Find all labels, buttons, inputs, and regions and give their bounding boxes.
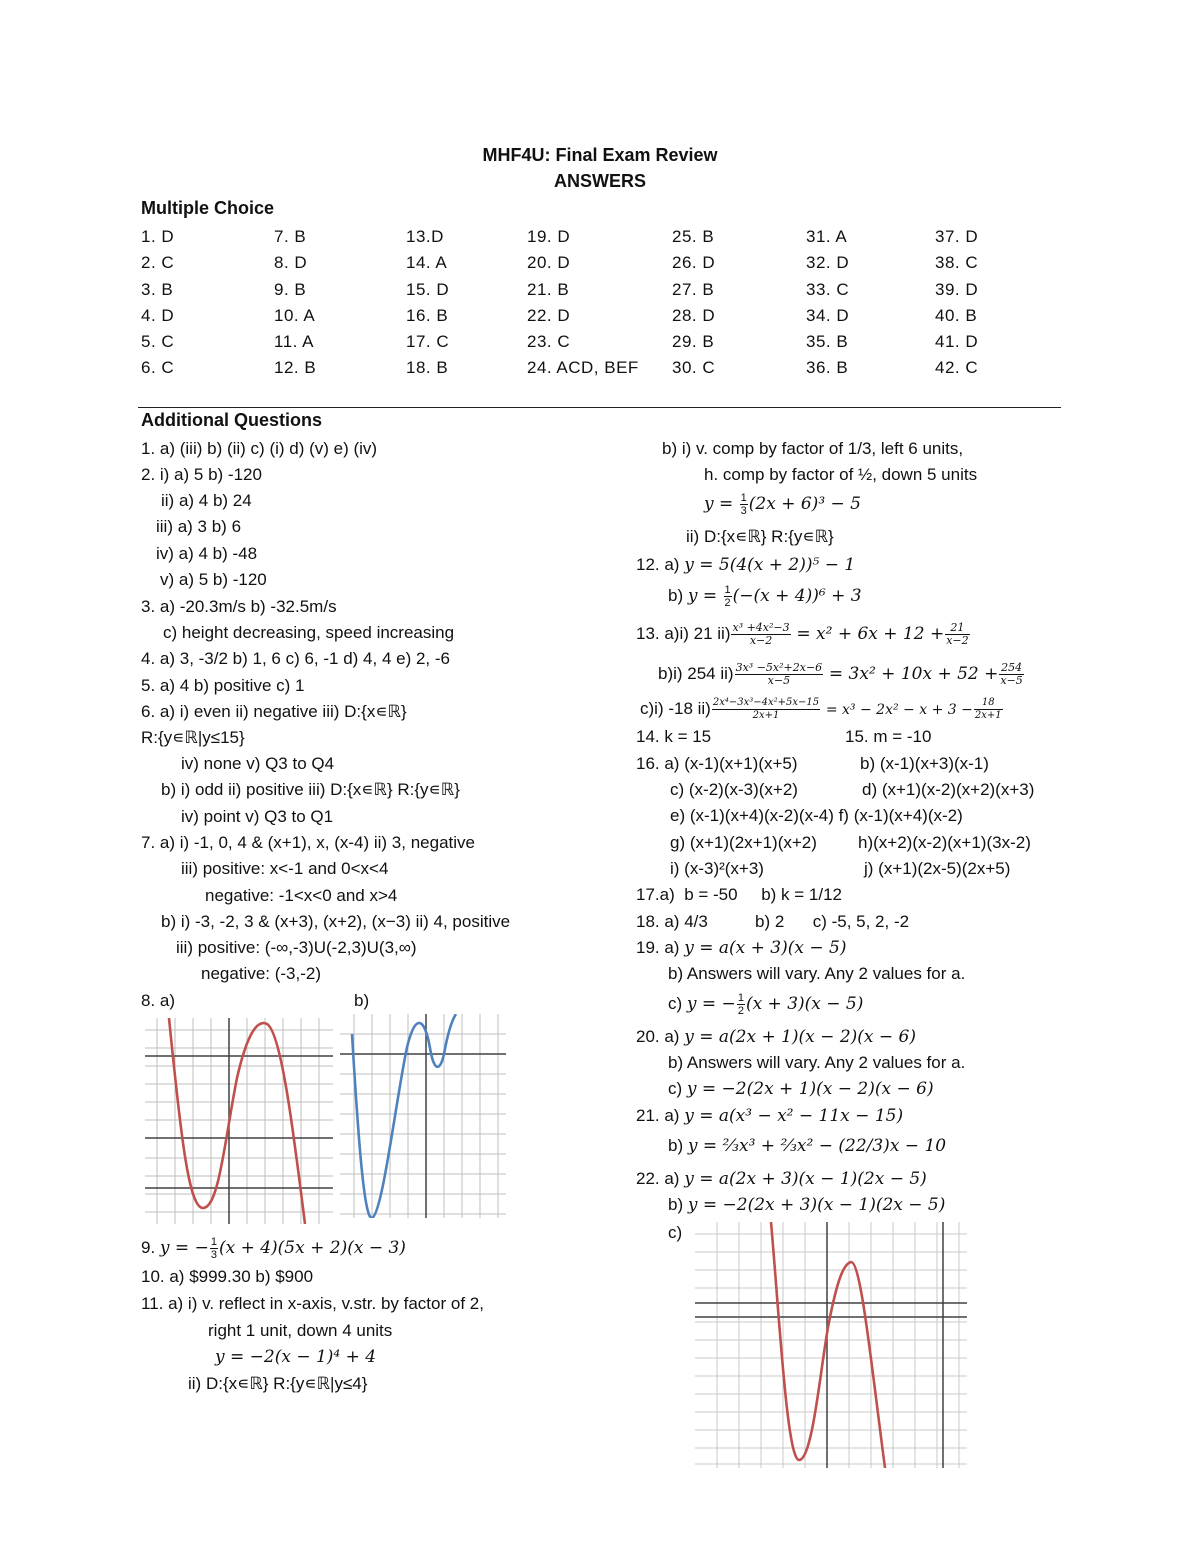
answer-q2-ii: ii) a) 4 b) 24 — [161, 491, 252, 510]
answer-q19-b: b) Answers will vary. Any 2 values for a. — [668, 964, 966, 983]
answer-q13-c-remainder-denominator: 2x+1 — [974, 710, 1002, 721]
answer-q16-ab-right: b) (x-1)(x+3)(x-1) — [860, 754, 989, 773]
answer-q13-c-remainder-numerator: 18 — [974, 697, 1003, 710]
answer-q6-a: 6. a) i) even ii) negative iii) D:{x∊ℝ} — [141, 702, 407, 721]
mc-answer: 9. B — [274, 279, 307, 299]
mc-answer: 26. D — [672, 253, 716, 273]
answer-q2-iv: iv) a) 4 b) -48 — [156, 544, 258, 563]
answer-q11-b-equation — [704, 492, 861, 517]
answer-q11-b-equation-rhs: (2x + 6)³ − 5 — [748, 493, 861, 514]
answer-q2-v: v) a) 5 b) -120 — [160, 570, 267, 589]
mc-answer: 42. C — [935, 358, 979, 378]
additional-questions-heading: Additional Questions — [141, 410, 323, 430]
answer-q7-b-negative: negative: (-3,-2) — [201, 964, 321, 983]
mc-answer: 16. B — [406, 305, 449, 325]
answer-q11-b-fraction-numerator: 1 — [740, 492, 747, 504]
answer-q13-b-dividend — [735, 662, 824, 687]
mc-answer: 32. D — [806, 253, 850, 273]
answer-q9-fraction-denominator: 3 — [210, 1249, 217, 1261]
answer-q12-b-label: b) — [668, 585, 684, 605]
mc-column — [406, 224, 449, 382]
answer-q9-fraction — [210, 1236, 218, 1261]
answer-q6-a-iv-v: iv) none v) Q3 to Q4 — [181, 754, 335, 773]
answer-q19-c-fraction — [737, 992, 745, 1017]
answer-q11-b: b) i) v. comp by factor of 1/3, left 6 units, — [662, 439, 964, 458]
answer-q13-b-remainder-denominator: x−5 — [1000, 674, 1023, 687]
mc-answer: 40. B — [935, 305, 978, 325]
section-divider — [138, 407, 1061, 408]
mc-answer: 21. B — [527, 279, 570, 299]
mc-answer: 24. ACD, BEF — [527, 358, 639, 378]
answer-q13-a-remainder — [945, 622, 969, 647]
answer-q13-b-remainder-numerator: 254 — [1001, 661, 1023, 674]
answer-q13-b — [658, 662, 1025, 687]
answer-q16-ef: e) (x-1)(x+4)(x-2)(x-4) f) (x-1)(x+4)(x-2) — [670, 806, 963, 825]
answer-q13-c-dividend-numerator: 2x⁴−3x³−4x²+5x−15 — [712, 697, 820, 708]
answer-q19-c — [668, 992, 863, 1017]
answer-q18: 18. a) 4/3 b) 2 c) -5, 5, 2, -2 — [636, 912, 910, 931]
answer-q13-b-dividend-denominator: x−5 — [767, 674, 791, 687]
answer-q16-ij-left: i) (x-3)²(x+3) — [670, 859, 764, 878]
answer-q19-c-equation-lhs: y = − — [686, 993, 736, 1014]
answer-q21-b-label: b) — [668, 1136, 684, 1155]
mc-answer: 6. C — [141, 358, 175, 378]
page-subtitle: ANSWERS — [553, 171, 646, 191]
answer-q19-c-equation-rhs: (x + 3)(x − 5) — [745, 993, 864, 1014]
mc-answer: 7. B — [274, 227, 307, 246]
mc-answer: 33. C — [806, 279, 850, 299]
answer-q13-a-dividend-numerator: x³ +4x²−3 — [732, 621, 790, 634]
mc-answer: 29. B — [672, 332, 715, 352]
answer-q11-b-fraction — [740, 492, 748, 517]
mc-answer: 25. B — [672, 227, 715, 246]
mc-answer: 39. D — [935, 279, 979, 299]
answer-q19-a-label: 19. a) — [636, 938, 680, 957]
answer-q10: 10. a) $999.30 b) $900 — [141, 1267, 314, 1286]
mc-answer: 4. D — [141, 305, 175, 325]
answer-q19-a — [636, 937, 846, 959]
answer-q13-c-quotient: = x³ − 2x² − x + 3 − — [825, 701, 973, 718]
answer-q22-a-equation: y = a(2x + 3)(x − 1)(2x − 5) — [684, 1169, 927, 1189]
mc-answer: 20. D — [527, 253, 571, 273]
answer-q12-b-equation-rhs: (−(x + 4))⁶ + 3 — [732, 585, 862, 606]
graph-q8a — [145, 1018, 333, 1224]
answer-q12-b-fraction — [724, 584, 732, 609]
mc-answer: 34. D — [806, 305, 850, 325]
answer-q20-c-label: c) — [668, 1079, 683, 1098]
answer-q16-cd-right: d) (x+1)(x-2)(x+2)(x+3) — [862, 780, 1035, 799]
mc-answer: 1. D — [141, 227, 175, 246]
mc-answer: 10. A — [274, 305, 316, 325]
answer-q13-c-dividend-denominator: 2x+1 — [752, 710, 780, 721]
mc-answer: 38. C — [935, 253, 979, 273]
mc-answer: 30. C — [672, 358, 716, 378]
answer-q12-b-equation-lhs: y = — [687, 585, 723, 606]
answer-q19-c-fraction-numerator: 1 — [737, 992, 744, 1004]
mc-answer: 41. D — [935, 332, 979, 352]
answer-q9-fraction-numerator: 1 — [210, 1236, 217, 1248]
answer-q3-ab: 3. a) -20.3m/s b) -32.5m/s — [141, 597, 337, 616]
answer-q7-a-negative: negative: -1<x<0 and x>4 — [205, 886, 398, 905]
answer-q13-b-quotient: = 3x² + 10x + 52 + — [828, 663, 999, 684]
mc-answer: 15. D — [406, 279, 450, 299]
graph-q8b — [340, 1014, 506, 1218]
mc-column — [672, 224, 715, 382]
answer-q9-equation-rhs: (x + 4)(5x + 2)(x − 3) — [218, 1237, 406, 1258]
answer-q15: 15. m = -10 — [845, 727, 932, 746]
answer-q14: 14. k = 15 — [636, 727, 712, 746]
answer-q11-a-equation: y = −2(x − 1)⁴ + 4 — [215, 1347, 377, 1367]
answer-q11-b-equation-lhs: y = — [704, 493, 739, 514]
answer-q19-c-label: c) — [668, 993, 683, 1013]
mc-column — [935, 224, 978, 382]
answer-q9-equation-lhs: y = − — [159, 1237, 209, 1258]
answer-q19-c-fraction-denominator: 2 — [737, 1005, 744, 1017]
answer-q2-iii: iii) a) 3 b) 6 — [156, 517, 242, 536]
mc-answer: 8. D — [274, 253, 308, 273]
answer-q20-a-label: 20. a) — [636, 1027, 680, 1046]
answer-q8a-label: 8. a) — [141, 991, 176, 1010]
answer-q22-a — [636, 1168, 927, 1190]
answer-q6-a-range: R:{y∊ℝ|y≤15} — [141, 728, 245, 747]
answer-q20-a — [636, 1026, 916, 1048]
graph-q22c — [695, 1222, 967, 1468]
answer-q16-gh-left: g) (x+1)(2x+1)(x+2) — [670, 833, 817, 852]
mc-column — [274, 224, 316, 382]
answer-q20-a-equation: y = a(2x + 1)(x − 2)(x − 6) — [684, 1027, 916, 1047]
answer-q13-b-dividend-numerator: 3x³ −5x²+2x−6 — [735, 661, 823, 674]
answer-q12-b — [668, 584, 862, 609]
answer-q12-b-fraction-denominator: 2 — [724, 597, 731, 609]
answer-q13-c-dividend — [712, 697, 820, 722]
answer-q16-cd-left: c) (x-2)(x-3)(x+2) — [670, 780, 798, 799]
mc-column — [141, 224, 174, 382]
answer-q21-a-equation: y = a(x³ − x² − 11x − 15) — [684, 1106, 904, 1126]
answer-q12-a-label: 12. a) — [636, 555, 680, 574]
answer-q11-b-fraction-denominator: 3 — [740, 505, 747, 517]
answer-q7-b-positive: iii) positive: (-∞,-3)U(-2,3)U(3,∞) — [176, 938, 417, 957]
answer-q16-ij-right: j) (x+1)(2x-5)(2x+5) — [864, 859, 1011, 878]
answer-q22-b-equation: y = −2(2x + 3)(x − 1)(2x − 5) — [687, 1195, 946, 1215]
answer-q13-a — [636, 622, 971, 647]
answer-q11-a-domain-range: ii) D:{x∊ℝ} R:{y∊ℝ|y≤4} — [188, 1374, 368, 1393]
answer-q11-a: 11. a) i) v. reflect in x-axis, v.str. by factor of 2, — [141, 1294, 484, 1313]
answer-q4: 4. a) 3, -3/2 b) 1, 6 c) 6, -1 d) 4, 4 e) 2, -6 — [141, 649, 450, 668]
multiple-choice-heading: Multiple Choice — [141, 198, 275, 218]
answer-q12-a-equation: y = 5(4(x + 2))⁵ − 1 — [684, 555, 856, 575]
answer-q11-b-domain-range: ii) D:{x∊ℝ} R:{y∊ℝ} — [686, 527, 834, 546]
answer-q12-a — [636, 554, 855, 576]
answer-q22-b — [668, 1194, 945, 1216]
answer-q13-a-label: 13. a)i) 21 ii) — [636, 623, 731, 643]
answer-q20-c-equation: y = −2(2x + 1)(x − 2)(x − 6) — [686, 1079, 934, 1099]
answer-q13-a-quotient: = x² + 6x + 12 + — [796, 623, 945, 644]
answer-q7-b: b) i) -3, -2, 3 & (x+3), (x+2), (x−3) ii) 4, positive — [161, 912, 511, 931]
answer-q13-a-dividend — [731, 622, 790, 647]
mc-answer: 18. B — [406, 358, 449, 378]
answer-q12-b-fraction-numerator: 1 — [724, 584, 731, 596]
mc-answer: 37. D — [935, 227, 979, 246]
answer-q6-b: b) i) odd ii) positive iii) D:{x∊ℝ} R:{y∊ℝ} — [161, 780, 460, 799]
mc-answer: 27. B — [672, 279, 715, 299]
mc-answer: 19. D — [527, 227, 571, 246]
mc-column — [806, 224, 849, 382]
mc-answer: 11. A — [274, 332, 314, 352]
answer-q5: 5. a) 4 b) positive c) 1 — [141, 676, 305, 695]
answer-q21-a-label: 21. a) — [636, 1106, 680, 1125]
mc-answer: 22. D — [527, 305, 571, 325]
answer-q20-b: b) Answers will vary. Any 2 values for a. — [668, 1053, 966, 1072]
answer-q13-a-remainder-numerator: 21 — [945, 622, 969, 635]
answer-q1: 1. a) (iii) b) (ii) c) (i) d) (v) e) (iv) — [141, 439, 378, 458]
answer-q3-c: c) height decreasing, speed increasing — [163, 623, 455, 642]
answer-q7-a-positive: iii) positive: x<-1 and 0<x<4 — [181, 859, 389, 878]
mc-answer: 13.D — [406, 227, 444, 246]
answer-q16-ab-left: 16. a) (x-1)(x+1)(x+5) — [636, 754, 798, 773]
mc-answer: 17. C — [406, 332, 450, 352]
mc-answer: 2. C — [141, 253, 175, 273]
answer-q13-c-remainder — [974, 697, 1003, 722]
answer-q6-b-iv-v: iv) point v) Q3 to Q1 — [181, 807, 334, 826]
answer-q20-c — [668, 1078, 934, 1100]
answer-q13-a-dividend-denominator: x−2 — [749, 634, 773, 647]
mc-answer: 5. C — [141, 332, 175, 352]
answer-q21-b-equation: y = ⅔x³ + ⅔x² − (22/3)x − 10 — [687, 1136, 947, 1156]
answer-q22-a-label: 22. a) — [636, 1169, 680, 1188]
answer-q13-b-remainder — [999, 662, 1023, 687]
mc-answer: 12. B — [274, 358, 317, 378]
mc-answer: 14. A — [406, 253, 448, 273]
mc-answer: 3. B — [141, 279, 174, 299]
answer-q17: 17.a) b = -50 b) k = 1/12 — [636, 885, 843, 904]
mc-column — [527, 224, 639, 382]
answer-q9 — [141, 1236, 406, 1261]
answer-q8b-label: b) — [354, 991, 370, 1010]
answer-q9-number: 9. — [141, 1237, 156, 1257]
answer-q7-a: 7. a) i) -1, 0, 4 & (x+1), x, (x-4) ii) 3, negative — [141, 833, 475, 852]
answer-q11-b-transform: h. comp by factor of ½, down 5 units — [704, 465, 978, 484]
answer-q21-b — [668, 1135, 946, 1157]
answer-q13-b-label: b)i) 254 ii) — [658, 663, 734, 683]
answer-q11-a-transform: right 1 unit, down 4 units — [208, 1321, 393, 1340]
mc-answer: 35. B — [806, 332, 849, 352]
answer-q22-b-label: b) — [668, 1195, 684, 1214]
answer-q21-a — [636, 1105, 903, 1127]
answer-q13-c-label: c)i) -18 ii) — [640, 698, 711, 718]
answer-q13-a-remainder-denominator: x−2 — [946, 634, 969, 647]
page-title: MHF4U: Final Exam Review — [482, 145, 718, 165]
mc-answer: 23. C — [527, 332, 571, 352]
answer-q19-a-equation: y = a(x + 3)(x − 5) — [684, 938, 847, 958]
mc-answer: 36. B — [806, 358, 849, 378]
answer-q22-c-label: c) — [668, 1223, 683, 1242]
mc-answer: 28. D — [672, 305, 716, 325]
answer-q13-c — [640, 697, 1004, 722]
answer-q2-i: 2. i) a) 5 b) -120 — [141, 465, 262, 484]
answer-q16-gh-right: h)(x+2)(x-2)(x+1)(3x-2) — [858, 833, 1031, 852]
mc-answer: 31. A — [806, 227, 848, 246]
